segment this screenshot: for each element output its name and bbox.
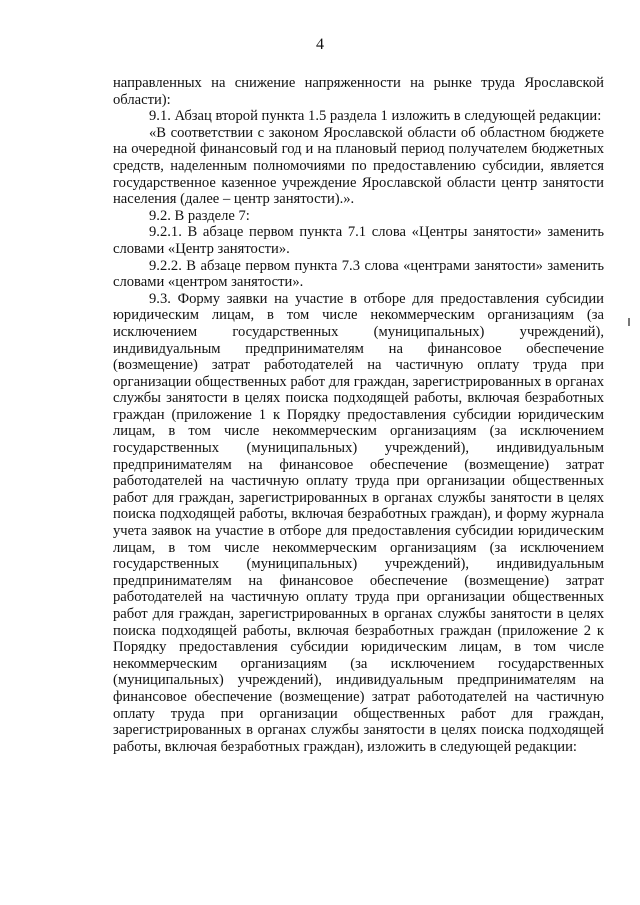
paragraph-9-2: 9.2. В разделе 7: (149, 207, 250, 224)
paragraph-quote: «В соответствии с законом Ярославской области об областном бюджете на очередной финансовый год и на плановый период получателем бюджетных средств, наделенным полномочиями по предоставлению субсидии, является государственное казенное учреждение Ярославской области центр занятости населения (далее – центр занятости).». (113, 124, 604, 208)
paragraph-9-2-1: 9.2.1. В абзаце первом пункта 7.1 слова «Центры занятости» заменить словами «Центр занятости». (113, 224, 604, 257)
margin-mark (628, 318, 630, 326)
paragraph-9-2-2: 9.2.2. В абзаце первом пункта 7.3 слова «центрами занятости» заменить словами «центром занятости». (113, 257, 604, 291)
page-number: 4 (316, 36, 324, 53)
document-body (113, 75, 604, 755)
paragraph-9-3: 9.3. Форму заявки на участие в отборе для предоставления субсидии юридическим лицам, в том числе некоммерческим организациям (за исключением государственных (муниципальных) учреждений), индивидуальным предпринимателям на финансовое обеспечение (возмещение) затрат работодателей на частичную оплату труда при организации общественных работ для граждан, зарегистрированных в органах службы занятости в целях поиска подходящей работы, включая безработных граждан (приложение 1 к Порядку предоставления субсидии юридическим лицам, в том числе некоммерческим организациям (за исключением государственных (муниципальных) учреждений), индивидуальным предпринимателям на финансовое обеспечение (возмещение) затрат работодателей на частичную оплату труда при организации общественных работ для граждан, зарегистрированных в органах службы занятости в целях поиска подходящей работы, включая безработных граждан), и форму журнала учета заявок на участие в отборе для предоставления субсидии юридическим лицам, в том числе некоммерческим организациям (за исключением государственных (муниципальных) учреждений), индивидуальным предпринимателям на финансовое обеспечение (возмещение) затрат работодателей на частичную оплату труда при организации общественных работ для граждан, зарегистрированных в органах службы занятости в целях поиска подходящей работы, включая безработных граждан (приложение 2 к Порядку предоставления субсидии юридическим лицам, в том числе некоммерческим организациям (за исключением государственных (муниципальных) учреждений), индивидуальным предпринимателям на финансовое обеспечение (возмещение) затрат работодателей на частичную оплату труда при организации общественных работ для граждан, зарегистрированных в органах службы занятости в целях поиска подходящей работы, включая безработных граждан), изложить в следующей редакции: (113, 290, 604, 755)
paragraph-9-1: 9.1. Абзац второй пункта 1.5 раздела 1 изложить в следующей редакции: (149, 108, 602, 125)
paragraph-continuation: направленных на снижение напряженности на рынке труда Ярославской области): (113, 75, 604, 108)
